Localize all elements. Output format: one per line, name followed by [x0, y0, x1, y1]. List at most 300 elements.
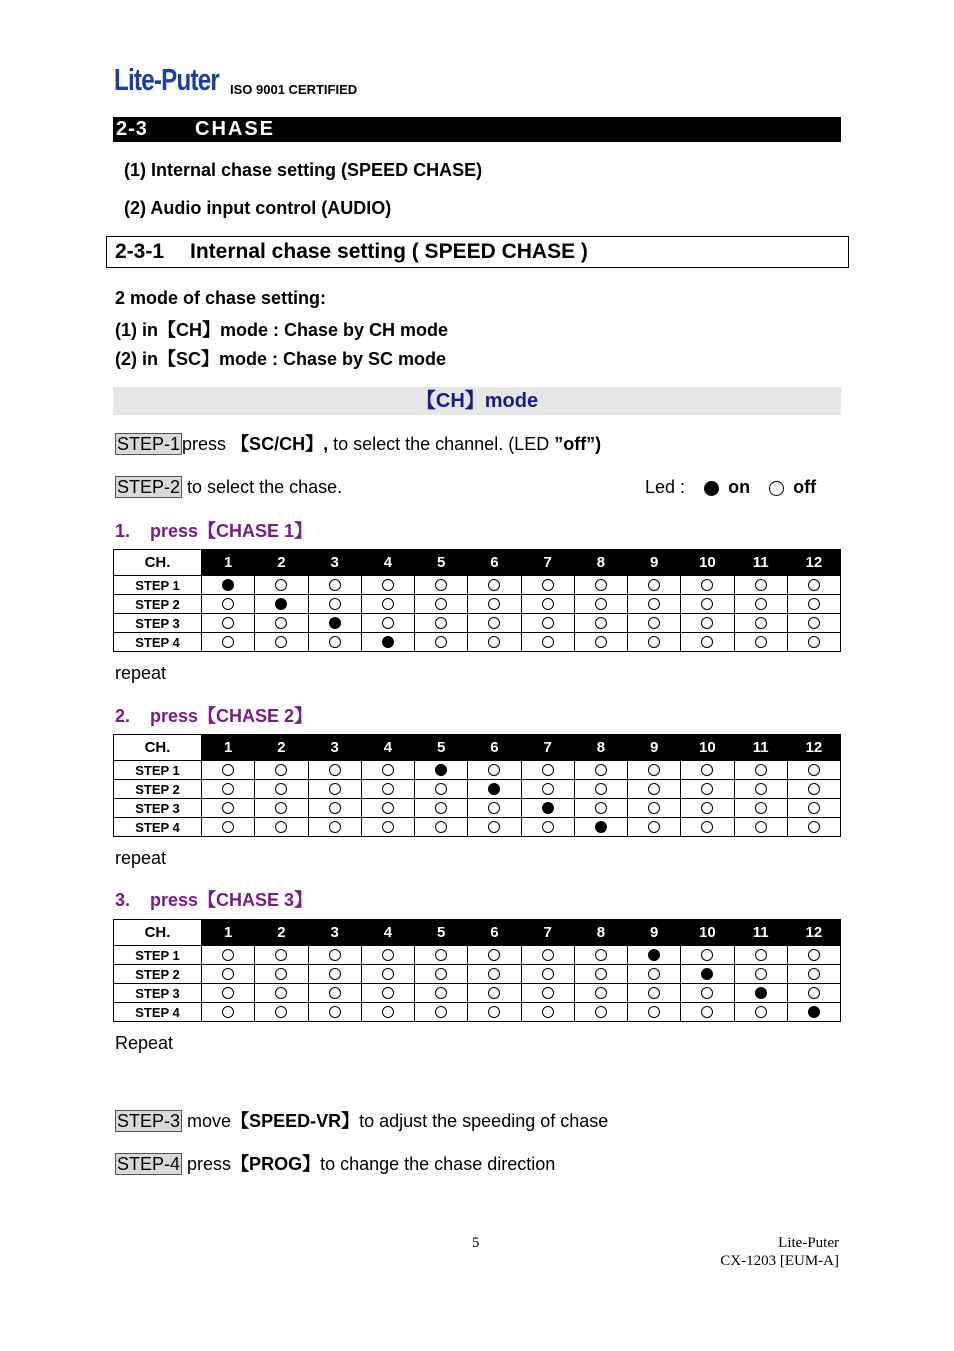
chase-3-repeat: Repeat: [115, 1033, 174, 1053]
section-title: CHASE: [195, 118, 276, 140]
led-cell: [787, 984, 840, 1003]
led-off-icon: [222, 783, 234, 795]
led-cell: [574, 595, 627, 614]
led-cell: [628, 780, 681, 799]
channel-header-7: 7: [521, 920, 574, 946]
led-cell: [787, 633, 840, 652]
led-cell: [308, 761, 361, 780]
led-cell: [468, 576, 521, 595]
step-label: STEP 2: [114, 780, 202, 799]
chase-1-repeat: repeat: [115, 663, 167, 683]
table-row: [114, 761, 841, 780]
table-header-row: [114, 550, 841, 576]
led-off-icon: [648, 764, 660, 776]
led-off-icon: [808, 802, 820, 814]
led-cell: [734, 984, 787, 1003]
led-off-icon: [808, 598, 820, 610]
led-cell: [574, 818, 627, 837]
led-off-icon: [595, 1006, 607, 1018]
led-cell: [628, 984, 681, 1003]
led-on-icon: [648, 949, 660, 961]
led-off-icon: [542, 636, 554, 648]
channel-header-5: 5: [415, 920, 468, 946]
led-cell: [202, 984, 255, 1003]
led-cell: [574, 799, 627, 818]
channel-header-10: 10: [681, 920, 734, 946]
legend-label: Led :: [645, 477, 686, 497]
led-off-icon: [382, 987, 394, 999]
led-cell: [468, 595, 521, 614]
table-row: [114, 1003, 841, 1022]
led-off-icon: [488, 949, 500, 961]
led-cell: [521, 965, 574, 984]
led-off-icon: [542, 783, 554, 795]
led-cell: [202, 946, 255, 965]
led-cell: [468, 799, 521, 818]
led-off-icon: [701, 617, 713, 629]
channel-header-2: 2: [255, 735, 308, 761]
led-off-icon: [542, 987, 554, 999]
subsection-title: Internal chase setting ( SPEED CHASE ): [190, 240, 588, 263]
channel-header-6: 6: [468, 735, 521, 761]
led-off-icon: [382, 579, 394, 591]
led-off-icon: [701, 949, 713, 961]
led-off-icon: [595, 987, 607, 999]
ch-mode-title: 【CH】mode: [113, 387, 841, 415]
led-cell: [521, 780, 574, 799]
led-cell: [787, 946, 840, 965]
led-off-icon: [222, 617, 234, 629]
led-off-icon: [701, 821, 713, 833]
led-off-icon: [808, 783, 820, 795]
led-off-icon: [435, 949, 447, 961]
led-on-icon: [595, 821, 607, 833]
led-cell: [361, 576, 414, 595]
step-label: STEP 3: [114, 614, 202, 633]
led-cell: [787, 799, 840, 818]
led-cell: [681, 818, 734, 837]
led-off-icon: [808, 764, 820, 776]
led-off-icon: [648, 821, 660, 833]
led-off-icon: [329, 802, 341, 814]
step-1-key: 【SC/CH】,: [231, 434, 329, 454]
led-off-icon: [222, 949, 234, 961]
chase-1-table: [113, 549, 841, 652]
led-cell: [787, 576, 840, 595]
led-cell: [468, 1003, 521, 1022]
led-off-icon: [755, 968, 767, 980]
step-label: STEP 1: [114, 946, 202, 965]
channel-header-9: 9: [628, 550, 681, 576]
led-off-icon: [275, 617, 287, 629]
led-cell: [681, 576, 734, 595]
led-cell: [787, 595, 840, 614]
led-cell: [361, 1003, 414, 1022]
led-off-icon: [329, 764, 341, 776]
led-off-icon: [435, 802, 447, 814]
led-off-icon: [542, 821, 554, 833]
led-cell: [202, 799, 255, 818]
channel-header-3: 3: [308, 735, 361, 761]
channel-header-5: 5: [415, 550, 468, 576]
led-off-icon: [488, 598, 500, 610]
step-3-post: to adjust the speeding of chase: [359, 1111, 609, 1131]
led-cell: [468, 965, 521, 984]
channel-header-1: 1: [202, 550, 255, 576]
led-off-icon: [595, 783, 607, 795]
led-cell: [415, 576, 468, 595]
led-off-icon: [329, 598, 341, 610]
led-off-icon: [488, 764, 500, 776]
led-off-icon: [275, 949, 287, 961]
led-cell: [255, 633, 308, 652]
led-off-icon: [595, 968, 607, 980]
step-4-pre: press: [182, 1154, 232, 1174]
led-on-icon: [222, 579, 234, 591]
step-label: STEP 2: [114, 965, 202, 984]
led-off-icon: [701, 802, 713, 814]
led-on-icon: [275, 598, 287, 610]
led-off-icon: [648, 598, 660, 610]
led-cell: [308, 614, 361, 633]
led-cell: [202, 780, 255, 799]
step-4-key: 【PROG】: [231, 1154, 321, 1174]
channel-header-6: 6: [468, 920, 521, 946]
channel-header-4: 4: [361, 735, 414, 761]
step-label: STEP 4: [114, 818, 202, 837]
led-off-icon: [595, 617, 607, 629]
step-2-tag: STEP-2: [117, 477, 181, 497]
led-off-icon: [275, 764, 287, 776]
led-off-icon: [382, 802, 394, 814]
led-on-icon: [435, 764, 447, 776]
led-cell: [681, 799, 734, 818]
led-off-icon: [648, 636, 660, 648]
led-cell: [415, 946, 468, 965]
led-cell: [202, 595, 255, 614]
ch-header: CH.: [114, 550, 202, 576]
led-cell: [574, 614, 627, 633]
led-on-icon: [808, 1006, 820, 1018]
led-off-icon: [329, 1006, 341, 1018]
led-off-icon: [648, 783, 660, 795]
table-row: [114, 576, 841, 595]
led-cell: [308, 576, 361, 595]
table-row: [114, 965, 841, 984]
step-2: [115, 476, 342, 498]
led-cell: [681, 614, 734, 633]
led-cell: [255, 595, 308, 614]
led-off-icon: [275, 821, 287, 833]
led-cell: [308, 799, 361, 818]
led-cell: [521, 614, 574, 633]
mode-line-1: (1) in【CH】mode : Chase by CH mode: [115, 320, 449, 340]
led-off-icon: [488, 968, 500, 980]
led-off-icon: [275, 783, 287, 795]
led-off-icon: [808, 987, 820, 999]
led-cell: [681, 761, 734, 780]
led-off-icon: [755, 802, 767, 814]
section-title-bar: [113, 117, 841, 142]
led-off-icon: [808, 949, 820, 961]
led-off-icon: [648, 617, 660, 629]
led-off-icon: [275, 636, 287, 648]
step-label: STEP 3: [114, 799, 202, 818]
led-off-icon: [542, 764, 554, 776]
table-row: [114, 984, 841, 1003]
channel-header-3: 3: [308, 920, 361, 946]
led-off-icon: [329, 821, 341, 833]
footer-model: CX-1203 [EUM-A]: [720, 1253, 839, 1269]
led-cell: [734, 818, 787, 837]
led-off-icon: [382, 764, 394, 776]
led-cell: [308, 595, 361, 614]
led-on-icon: [488, 783, 500, 795]
led-cell: [734, 633, 787, 652]
logo: Lite-Puter: [114, 62, 220, 97]
table-header-row: [114, 735, 841, 761]
legend-off: off: [793, 477, 817, 497]
channel-header-8: 8: [574, 735, 627, 761]
led-off-icon: [488, 1006, 500, 1018]
led-off-icon: [222, 821, 234, 833]
led-off-icon: [435, 617, 447, 629]
footer-brand: Lite-Puter: [778, 1235, 839, 1251]
led-off-icon: [701, 579, 713, 591]
led-cell: [415, 595, 468, 614]
led-cell: [361, 633, 414, 652]
table-row: [114, 799, 841, 818]
led-off-icon: [755, 764, 767, 776]
led-cell: [361, 965, 414, 984]
led-off-icon: [542, 579, 554, 591]
led-off-icon: [701, 783, 713, 795]
led-cell: [574, 761, 627, 780]
led-cell: [468, 984, 521, 1003]
led-cell: [361, 984, 414, 1003]
led-cell: [734, 614, 787, 633]
led-cell: [202, 576, 255, 595]
led-cell: [415, 818, 468, 837]
led-off-icon: [435, 1006, 447, 1018]
chase-3-title: 3. press【CHASE 3】: [115, 890, 313, 910]
led-cell: [468, 761, 521, 780]
channel-header-2: 2: [255, 550, 308, 576]
led-cell: [468, 946, 521, 965]
channel-header-1: 1: [202, 735, 255, 761]
led-off-icon: [329, 636, 341, 648]
led-off-icon: [435, 821, 447, 833]
led-off-icon: [701, 987, 713, 999]
led-cell: [255, 780, 308, 799]
led-off-icon: [595, 802, 607, 814]
led-cell: [628, 965, 681, 984]
step-label: STEP 2: [114, 595, 202, 614]
led-cell: [574, 576, 627, 595]
led-cell: [361, 799, 414, 818]
led-off-icon: [755, 783, 767, 795]
led-off-icon: [222, 987, 234, 999]
step-3: [115, 1110, 608, 1132]
led-cell: [574, 946, 627, 965]
led-off-icon: [382, 617, 394, 629]
ch-header: CH.: [114, 920, 202, 946]
led-off-icon: [755, 636, 767, 648]
channel-header-4: 4: [361, 920, 414, 946]
led-cell: [308, 780, 361, 799]
led-cell: [681, 1003, 734, 1022]
led-cell: [415, 633, 468, 652]
led-off-icon: [808, 968, 820, 980]
led-off-icon: [808, 579, 820, 591]
led-cell: [255, 965, 308, 984]
led-cell: [521, 984, 574, 1003]
led-cell: [202, 761, 255, 780]
led-cell: [734, 576, 787, 595]
led-off-icon: [382, 968, 394, 980]
led-cell: [521, 1003, 574, 1022]
channel-header-12: 12: [787, 550, 840, 576]
led-cell: [521, 595, 574, 614]
led-cell: [308, 818, 361, 837]
led-cell: [361, 780, 414, 799]
led-cell: [734, 799, 787, 818]
table-row: [114, 818, 841, 837]
led-cell: [681, 633, 734, 652]
channel-header-12: 12: [787, 920, 840, 946]
led-off-icon: [222, 764, 234, 776]
led-cell: [574, 1003, 627, 1022]
channel-header-11: 11: [734, 735, 787, 761]
led-cell: [628, 761, 681, 780]
led-cell: [255, 761, 308, 780]
step-1-pre: press: [182, 434, 232, 454]
led-cell: [468, 818, 521, 837]
led-off-icon: [488, 987, 500, 999]
channel-header-11: 11: [734, 550, 787, 576]
led-cell: [361, 946, 414, 965]
modes-heading: 2 mode of chase setting:: [115, 288, 327, 308]
channel-header-5: 5: [415, 735, 468, 761]
channel-header-10: 10: [681, 550, 734, 576]
led-cell: [308, 946, 361, 965]
led-off-icon: [648, 968, 660, 980]
led-cell: [521, 633, 574, 652]
led-off-icon: [755, 598, 767, 610]
led-cell: [255, 576, 308, 595]
led-off-icon: [488, 636, 500, 648]
led-cell: [734, 965, 787, 984]
channel-header-8: 8: [574, 550, 627, 576]
section-number: 2-3: [116, 118, 148, 140]
led-cell: [628, 576, 681, 595]
led-off-icon: [275, 802, 287, 814]
subsection-title-box: [106, 236, 849, 268]
led-cell: [255, 818, 308, 837]
step-label: STEP 3: [114, 984, 202, 1003]
step-1: [115, 433, 601, 455]
led-cell: [415, 799, 468, 818]
led-cell: [574, 633, 627, 652]
channel-header-8: 8: [574, 920, 627, 946]
step-label: STEP 1: [114, 576, 202, 595]
led-cell: [521, 818, 574, 837]
led-off-icon: [488, 579, 500, 591]
led-cell: [308, 633, 361, 652]
step-3-key: 【SPEED-VR】: [231, 1111, 360, 1131]
channel-header-1: 1: [202, 920, 255, 946]
table-row: [114, 780, 841, 799]
led-cell: [468, 780, 521, 799]
led-off-icon: [648, 987, 660, 999]
led-cell: [521, 799, 574, 818]
led-cell: [681, 595, 734, 614]
led-cell: [628, 1003, 681, 1022]
led-cell: [255, 799, 308, 818]
led-off-icon: [435, 783, 447, 795]
led-off-icon: [648, 579, 660, 591]
led-off-icon: [808, 636, 820, 648]
led-off-icon: [701, 636, 713, 648]
led-cell: [415, 984, 468, 1003]
step-4-tag: STEP-4: [117, 1154, 181, 1174]
led-cell: [734, 946, 787, 965]
led-on-icon: [329, 617, 341, 629]
chase-2-table: [113, 734, 841, 837]
led-cell: [574, 780, 627, 799]
led-cell: [734, 595, 787, 614]
led-cell: [628, 818, 681, 837]
led-cell: [468, 633, 521, 652]
led-cell: [415, 761, 468, 780]
led-off-icon: [329, 949, 341, 961]
led-cell: [415, 965, 468, 984]
table-row: [114, 595, 841, 614]
led-cell: [681, 780, 734, 799]
led-off-icon: [329, 579, 341, 591]
led-off-icon: [329, 968, 341, 980]
step-1-led: ”off”): [554, 434, 602, 454]
led-off-icon: [382, 949, 394, 961]
led-off-icon: [222, 968, 234, 980]
led-cell: [255, 614, 308, 633]
table-row: [114, 614, 841, 633]
led-off-icon: [595, 598, 607, 610]
led-off-icon: [435, 968, 447, 980]
led-cell: [202, 614, 255, 633]
led-off-icon: [648, 1006, 660, 1018]
led-on-icon: [542, 802, 554, 814]
channel-header-10: 10: [681, 735, 734, 761]
channel-header-4: 4: [361, 550, 414, 576]
legend-on: on: [728, 477, 751, 497]
mode-line-2: (2) in【SC】mode : Chase by SC mode: [115, 349, 447, 369]
led-cell: [521, 946, 574, 965]
table-row: [114, 946, 841, 965]
led-cell: [255, 984, 308, 1003]
led-off-icon: [329, 783, 341, 795]
led-off-icon: [542, 1006, 554, 1018]
led-cell: [361, 818, 414, 837]
led-off-icon: [701, 1006, 713, 1018]
channel-header-2: 2: [255, 920, 308, 946]
step-1-tag: STEP-1: [117, 434, 181, 454]
led-off-icon: [222, 1006, 234, 1018]
led-cell: [308, 1003, 361, 1022]
chase-2-repeat: repeat: [115, 848, 167, 868]
step-3-pre: move: [182, 1111, 232, 1131]
led-on-icon: [382, 636, 394, 648]
